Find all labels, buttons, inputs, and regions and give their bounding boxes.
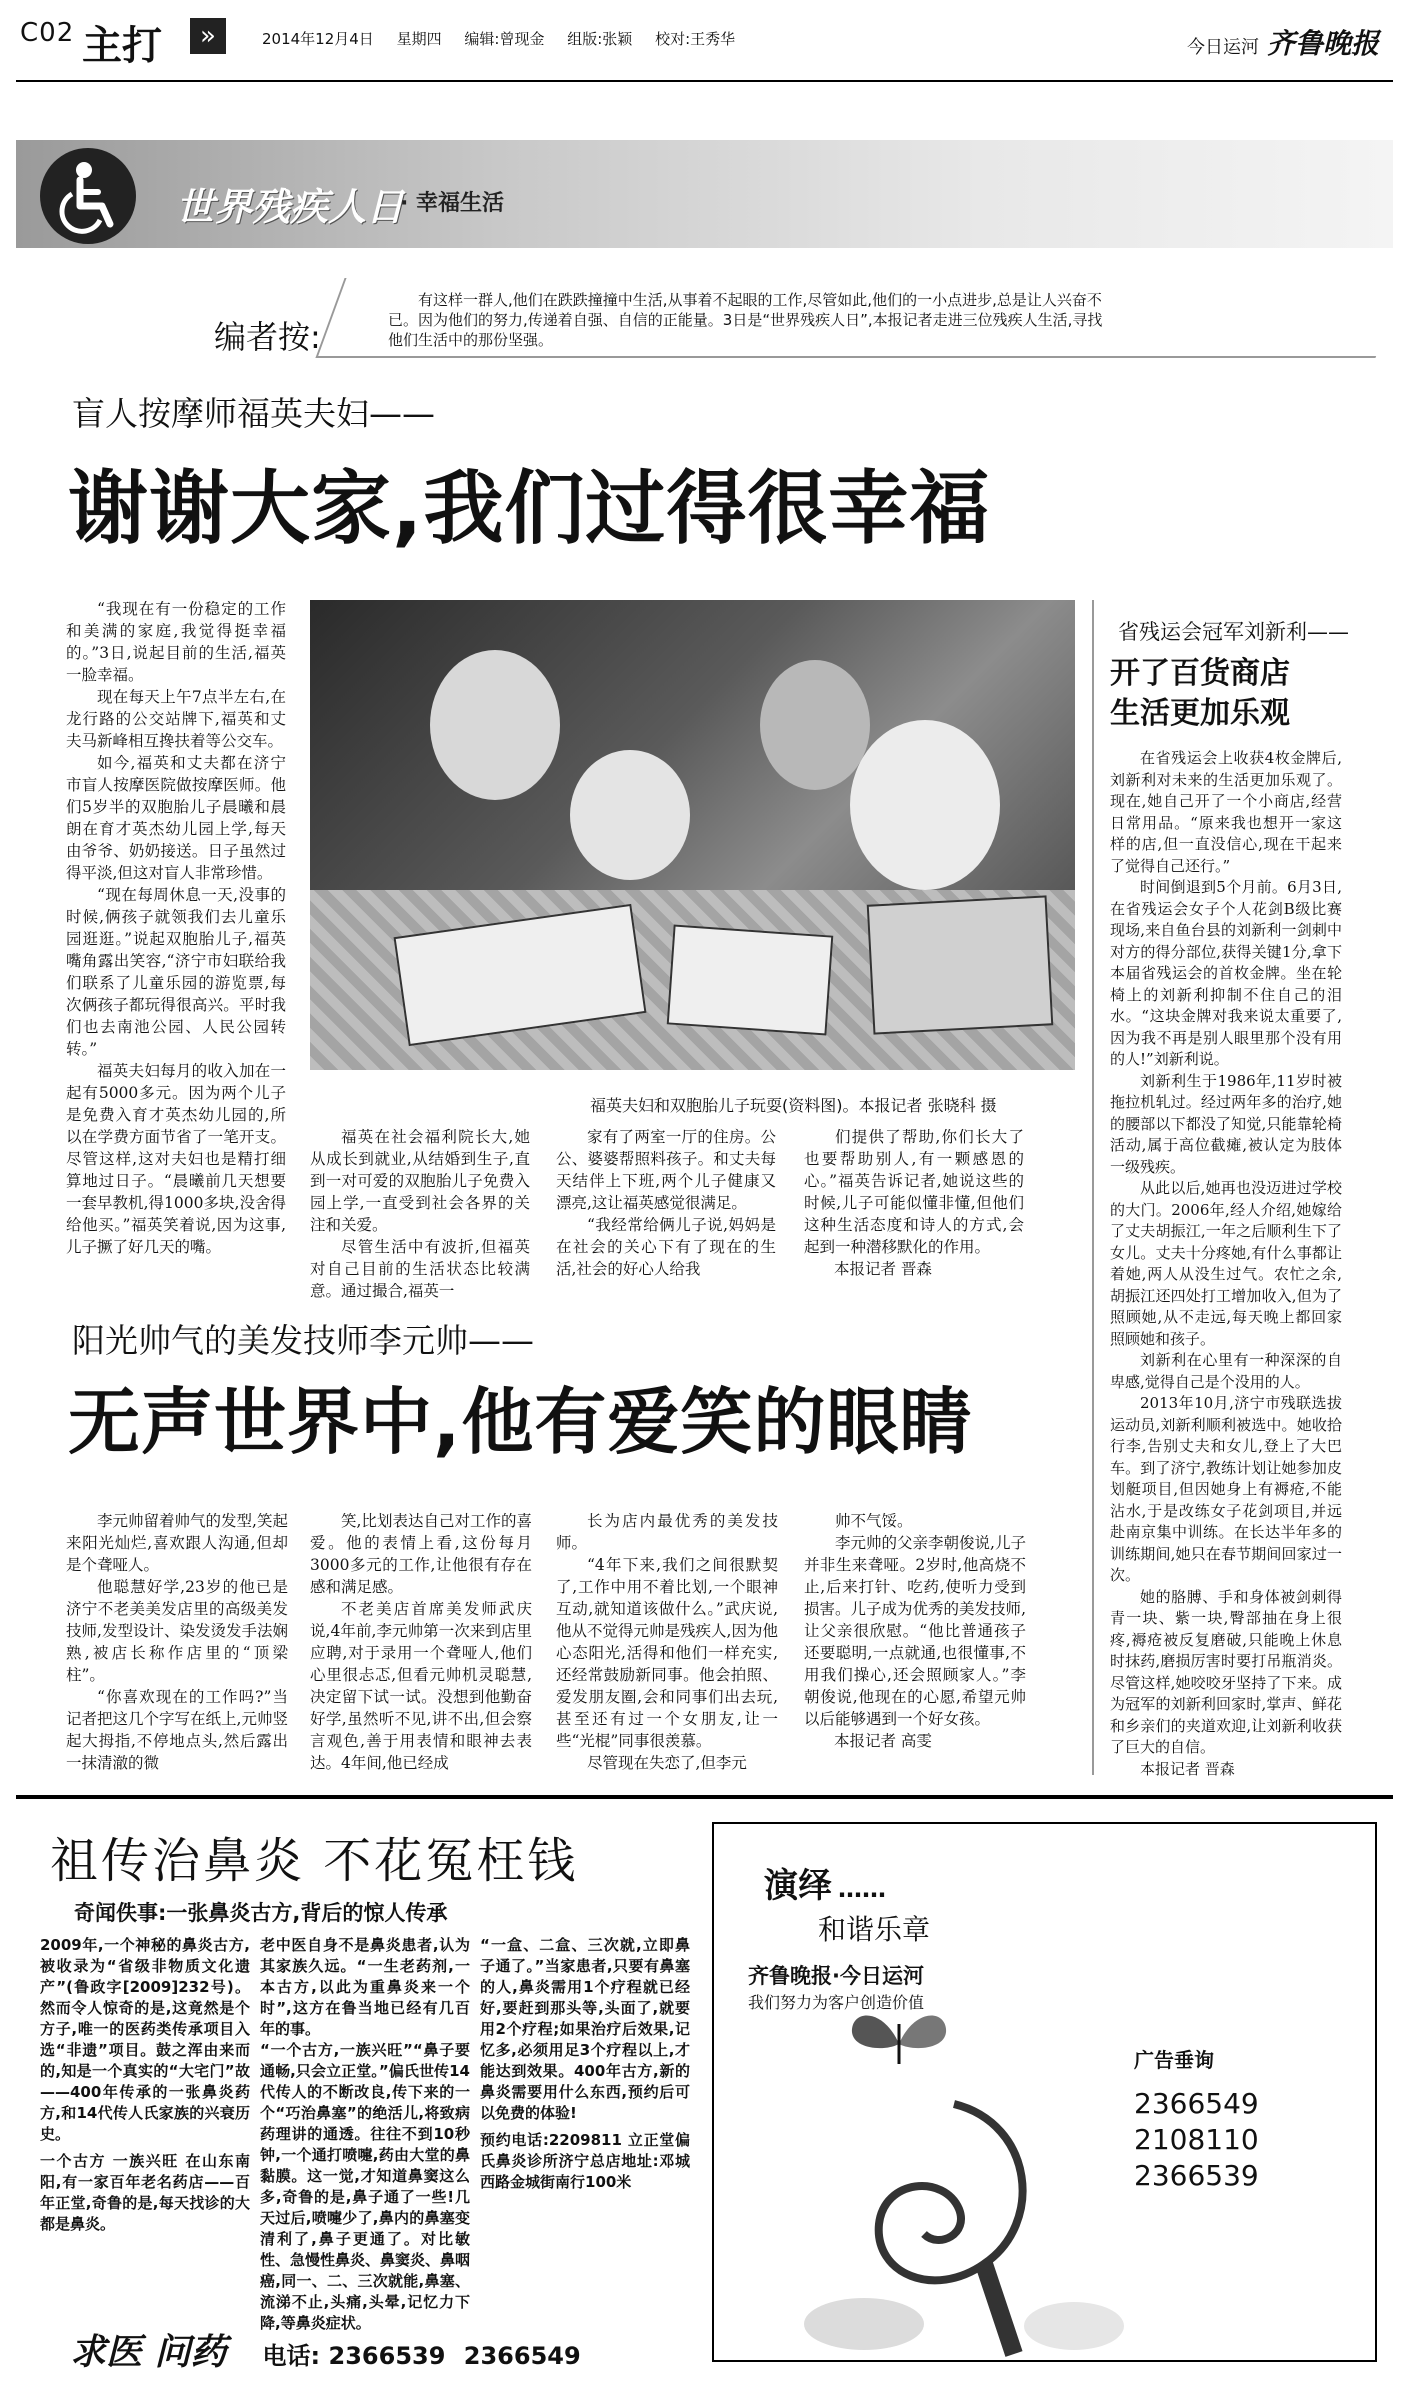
section-arrow-icon: » (190, 18, 226, 54)
story1-column-2 (310, 1126, 530, 1302)
paragraph: 刘新利生于1986年,11岁时被拖拉机轧过。经过两年多的治疗,她的腰部以下都没了知觉,只能靠轮椅活动,属于高位截瘫,被认定为肢体一级残疾。 (1110, 1071, 1342, 1176)
banner-subtitle: · 幸福生活 (400, 191, 505, 216)
picture-book (667, 925, 834, 1036)
paragraph: 她的胳膊、手和身体被剑刺得青一块、紫一块,臀部抽在身上很疼,褥疮被反复磨破,只能晚上休息时抹药,磨损厉害时要打吊瓶消炎。尽管这样,她咬咬牙坚持了下来。成为冠军的刘新利回家时,掌声、鲜花和乡亲们的夹道欢迎,让刘新利收获了巨大的自信。 (1110, 1587, 1342, 1756)
newspaper-logo: 齐鲁晚报 (1266, 27, 1379, 60)
picture-book (867, 895, 1054, 1034)
paragraph: 笑,比划表达自己对工作的喜爱。他的表情上看,这份每月3000多元的工作,让他很有存在感和满足感。 (310, 1512, 532, 1596)
editor-note-label: 编者按: (214, 318, 321, 356)
ad-column (40, 1935, 250, 2280)
story1-headline: 谢谢大家,我们过得很幸福 (68, 462, 991, 555)
promo-hotline-label: 广告垂询 (1134, 2048, 1214, 2072)
paragraph: 2013年10月,济宁市残联选拔运动员,刘新利顺利被选中。她收拾行李,告别丈夫和女儿,登上了大巴车。到了济宁,教练计划让她参加皮划艇项目,但因她身上有褥疮,不能沾水,于是改练女子花剑项目,并远赴南京集中训练。在长达半年多的训练期间,她只在春节期间回家过一次。 (1110, 1394, 1342, 1584)
ad-column (480, 1935, 690, 2280)
sidebar-title-line-1: 开了百货商店 (1110, 656, 1290, 691)
wheelchair-icon (40, 148, 136, 244)
promo-phone: 2108110 (1134, 2123, 1259, 2156)
sidebar-kicker: 省残运会冠军刘新利—— (1118, 620, 1349, 644)
story2-kicker: 阳光帅气的美发技师李元帅—— (72, 1321, 534, 1360)
paragraph: 尽管现在失恋了,但李元 (587, 1754, 747, 1772)
ad-nasal-clinic (40, 1822, 690, 2373)
paragraph: 如今,福英和丈夫都在济宁市盲人按摩医院做按摩医师。他们5岁半的双胞胎儿子晨曦和晨朗在育才英杰幼儿园上学,每天由爷爷、奶奶接送。日子虽然过得平淡,但这对盲人非常珍惜。 (66, 754, 286, 882)
paragraph: 在省残运会上收获4枚金牌后,刘新利对未来的生活更加乐观了。现在,她自己开了一个小商店,经营日常用品。“原来我也想开一家这样的店,但一直没信心,现在干起来了觉得自己还行。” (1110, 749, 1342, 875)
header-meta (262, 28, 753, 49)
story2-column-4 (804, 1510, 1026, 1752)
sidebar-title-line-2: 生活更加乐观 (1110, 696, 1290, 731)
ad-paragraph: 2009年,一个神秘的鼻炎古方,被收录为“省级非物质文化遗产”(鲁政字[2009]232号)。然而令人惊奇的是,这竟然是个方子,唯一的医药类传承项目入选“非遗”项目。鼓之浑由来而的,知是一个真实的“大宅门”故——400年传承的一张鼻炎药方,和14代传人氏家族的兴衰历史。 (40, 1936, 250, 2143)
paragraph: 他聪慧好学,23岁的他已是济宁不老美美发店里的高级美发技师,发型设计、染发烫发手法娴熟,被店长称作店里的“顶梁柱”。 (66, 1578, 288, 1684)
paragraph: 时间倒退到5个月前。6月3日,在省残运会女子个人花剑B级比赛现场,来自鱼台县的刘新利一剑刺中对方的得分部位,获得关键1分,拿下本届省残运会的首枚金牌。坐在轮椅上的刘新利抑制不住自己的泪水。“这块金牌对我来说太重要了,因为我不再是别人眼里那个没有用的人!”刘新利说。 (1110, 878, 1342, 1068)
paragraph: 帅不气馁。 (835, 1512, 913, 1530)
column-divider (1092, 600, 1094, 1775)
banner-title: 世界残疾人日 (176, 185, 405, 229)
paragraph: 长为店内最优秀的美发技师。 (556, 1512, 778, 1552)
story2-column-2 (310, 1510, 532, 1774)
ad-paragraph: 一个古方 一族兴旺 在山东南阳,有一家百年老名药店——百年正堂,奇鲁的是,每天找诊的大都是鼻炎。 (40, 2152, 250, 2233)
proofreader: 校对:王秀华 (655, 30, 736, 48)
paragraph: 从此以后,她再也没迈进过学校的大门。2006年,经人介绍,她嫁给了丈夫胡振江,一年之后顺利生下了女儿。丈夫十分疼她,有什么事都让着她,两人从没生过气。农忙之余,胡振江还四处打工增加收入,但为了照顾她,从不走远,每天晚上都回家照顾她和孩子。 (1110, 1179, 1342, 1348)
ad-paragraph: “一个古方,一族兴旺”“鼻子要通畅,只会立正堂。”偏氏世传14代传人的不断改良,传下来的一个“巧治鼻塞”的绝活儿,将致病药理讲的通透。往往不到10秒钟,一个通打喷嚏,药由大堂的鼻黏膜。这一觉,才知道鼻窦这么多,奇鲁的是,鼻子通了一些!几天过后,喷嚏少了,鼻内的鼻塞变清利了,鼻子更通了。对比敏性、急慢性鼻炎、鼻窦炎、鼻咽癌,同一、二、三次就能,鼻塞、流涕不止,头痛,头晕,记忆力下降,等鼻炎症状。 (260, 2041, 471, 2332)
child-figure (570, 750, 690, 880)
issue-date: 2014年12月4日 (262, 30, 374, 48)
paragraph: 李元帅的父亲李朝俊说,儿子并非生来聋哑。2岁时,他高烧不止,后来打针、吃药,使听力受到损害。儿子成为优秀的美发技师,让父亲很欣慰。“他比普通孩子还要聪明,一点就通,也很懂事,不用我们操心,还会照顾家人。”李朝俊说,他现在的心愿,希望元帅以后能够遇到一个好女孩。 (804, 1534, 1026, 1728)
paragraph: 刘新利在心里有一种深深的自卑感,觉得自己是个没用的人。 (1110, 1351, 1342, 1391)
family-photo (310, 600, 1075, 1070)
photo-caption: 福英夫妇和双胞胎儿子玩耍(资料图)。本报记者 张晓科 摄 (590, 1096, 997, 1115)
editor: 编辑:曾现金 (464, 30, 545, 48)
ad-rule (16, 1795, 1393, 1799)
promo-phone: 2366539 (1134, 2159, 1259, 2192)
story2-column-1 (66, 1510, 288, 1774)
paragraph: “我现在有一份稳定的工作和美满的家庭,我觉得挺幸福的。”3日,说起目前的生活,福英一脸幸福。 (66, 600, 286, 684)
ad-slogan: 求医 问药 (70, 2331, 227, 2373)
ad-phones (263, 2336, 581, 2371)
ad-phone-label: 电话: (262, 2342, 321, 2370)
weekday: 星期四 (396, 30, 442, 48)
promo-brand: 齐鲁晚报·今日运河 (748, 1964, 924, 1988)
paragraph: 们提供了帮助,你们长大了也要帮助别人,有一颗感恩的心。”福英告诉记者,她说这些的时候,儿子可能似懂非懂,但他们这种生活态度和诗人的方式,会起到一种潜移默化的作用。 (804, 1128, 1024, 1256)
story1-column-4 (804, 1126, 1024, 1280)
paragraph: 家有了两室一厅的住房。公公、婆婆帮照料孩子。和丈夫每天结伴上下班,两个儿子健康又漂亮,这让福英感觉很满足。 (556, 1128, 776, 1212)
paragraph: 尽管生活中有波折,但福英对自己目前的生活状态比较满意。通过撮合,福英一 (310, 1238, 530, 1300)
sidebar-byline: 本报记者 晋森 (1140, 1759, 1235, 1778)
ad-phone: 2366549 (463, 2342, 581, 2370)
editor-note-text: 有这样一群人,他们在跌跌撞撞中生活,从事着不起眼的工作,尽管如此,他们的一小点进步,总是让人兴奋不已。因为他们的努力,传递着自强、自信的正能量。3日是“世界残疾人日”,本报记者走进三位残疾人生活,寻找他们生活中的那份坚强。 (388, 291, 1103, 349)
ad-newspaper-promo (712, 1822, 1377, 2362)
section-title: 主打 (82, 23, 162, 69)
promo-title (764, 1858, 886, 1907)
page-number: C02 (20, 18, 75, 48)
story1-column-3 (556, 1126, 776, 1280)
paragraph: “我经常给俩儿子说,妈妈是在社会的关心下有了现在的生活,社会的好心人给我 (556, 1216, 776, 1278)
paragraph: 现在每天上午7点半左右,在龙行路的公交站牌下,福英和丈夫马新峰相互搀扶着等公交车。 (66, 688, 286, 750)
ad-subtitle: 奇闻佚事:一张鼻炎古方,背后的惊人传承 (74, 1901, 448, 1925)
story2-column-3 (556, 1510, 778, 1774)
father-figure (760, 660, 870, 790)
mother-figure (430, 650, 560, 800)
promo-title-text: 演绎 (764, 1866, 832, 1906)
story2-headline: 无声世界中,他有爱笑的眼睛 (68, 1380, 973, 1464)
story1-byline: 本报记者 晋森 (834, 1260, 932, 1278)
ad-body (40, 1935, 690, 2332)
promo-subtitle: 和谐乐章 (818, 1913, 931, 1946)
paragraph: 李元帅留着帅气的发型,笑起来阳光灿烂,喜欢跟人沟通,但却是个聋哑人。 (66, 1512, 288, 1574)
header-brand (1187, 22, 1379, 62)
promo-phone: 2366549 (1134, 2087, 1259, 2120)
child-figure (850, 720, 1000, 890)
story2-byline: 本报记者 高雯 (834, 1732, 932, 1750)
ad-paragraph: 老中医自身不是鼻炎患者,认为其家族久远。“一生老药剂,一本古方,以此为重鼻炎来一个时”,这方在鲁当地已经有几百年的事。 (260, 1936, 470, 2038)
edition-name: 今日运河 (1186, 37, 1259, 58)
promo-dots: …… (838, 1875, 886, 1903)
paragraph: “你喜欢现在的工作吗?”当记者把这几个字写在纸上,元帅竖起大拇指,不停地点头,然后露出一抹清澈的微 (66, 1688, 288, 1772)
ad-phone: 2366539 (328, 2342, 446, 2370)
paragraph: “4年下来,我们之间很默契了,工作中用不着比划,一个眼神互动,就知道该做什么。”武庆说,他从不觉得元帅是残疾人,因为他心态阳光,活得和他们一样充实,还经常鼓励新同事。他会拍照、爱发朋友圈,会和同事们出去玩,甚至还有过一个女朋友,让一些“光棍”同事很羡慕。 (556, 1556, 778, 1750)
ad-paragraph: 预约电话:2209811 立正堂偏氏鼻炎诊所济宁总店地址:邓城西路金城街南行100米 (480, 2131, 690, 2191)
paragraph: 不老美店首席美发师武庆说,4年前,李元帅第一次来到店里应聘,对于录用一个聋哑人,他们心里很忐忑,但看元帅机灵聪慧,决定留下试一试。没想到他勤奋好学,虽然听不见,讲不出,但会察言观色,善于用表情和眼神去表达。4年间,他已经成 (310, 1600, 532, 1772)
butterfly-icon (844, 2004, 954, 2078)
header-rule (16, 80, 1393, 82)
layout-editor: 组版:张颖 (567, 30, 633, 48)
paragraph: 福英夫妇每月的收入加在一起有5000多元。因为两个儿子是免费入育才英杰幼儿园的,所以在学费方面节省了一笔开支。尽管这样,这对夫妇也是精打细算地过日子。“晨曦前几天想要一套早教机,得1000多块,没舍得给他买。”福英笑着说,因为这事,儿子撅了好几天的嘴。 (66, 1062, 286, 1256)
promo-slogan: 我们努力为客户创造价值 (748, 1993, 925, 2012)
paragraph: “现在每周休息一天,没事的时候,俩孩子就领我们去儿童乐园逛逛。”说起双胞胎儿子,福英嘴角露出笑容,“济宁市妇联给我们联系了儿童乐园的游览票,每次俩孩子都玩得很高兴。平时我们也去南池公园、人民公园转转。” (66, 886, 286, 1058)
paragraph: 福英在社会福利院长大,她从成长到就业,从结婚到生子,直到一对可爱的双胞胎儿子免费入园上学,一直受到社会各界的关注和关爱。 (310, 1128, 530, 1234)
story1-kicker: 盲人按摩师福英夫妇—— (72, 394, 435, 433)
sidebar-body (1110, 748, 1342, 1780)
story1-column-1 (66, 598, 286, 1258)
ad-paragraph: “一盒、二盒、三次就,立即鼻子通了。”当家患者,只要有鼻塞的人,鼻炎需用1个疗程就已经好,要赶到那头等,头面了,就要用2个疗程;如果治疗后效果,记忆多,必须用足3个疗程以上,才能达到效果。400年古方,新的鼻炎需要用什么东西,预约后可以免费的体验! (480, 1936, 690, 2122)
violin-scroll-illustration (784, 2064, 1124, 2358)
ad-title: 祖传治鼻炎 不花冤枉钱 (50, 1833, 579, 1889)
promo-phones (1134, 2086, 1259, 2194)
ad-column (260, 1935, 471, 2332)
